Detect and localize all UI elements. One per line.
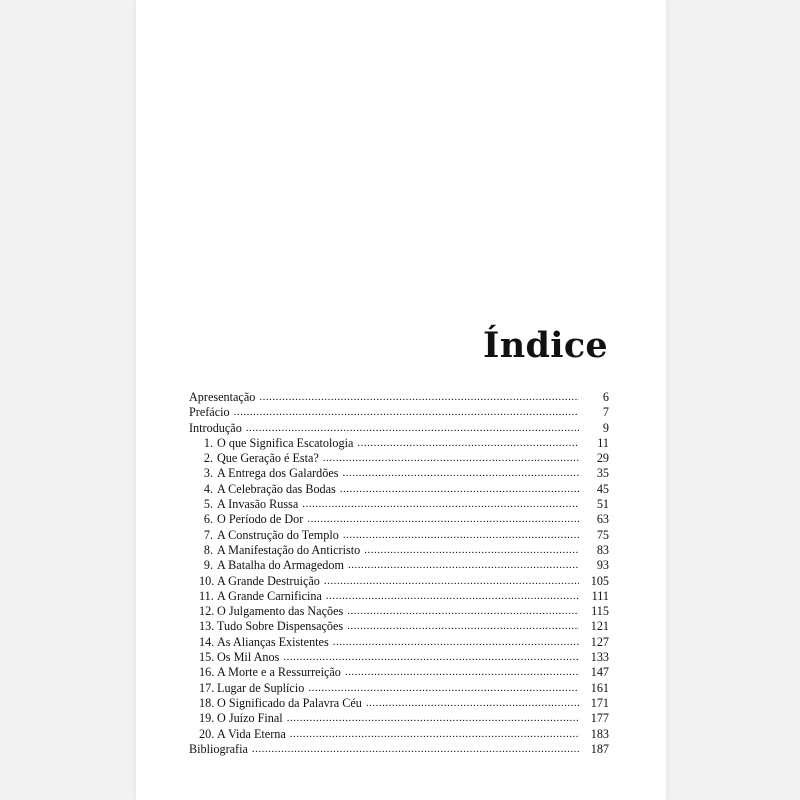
toc-entry-title: [189, 436, 353, 451]
table-of-contents: [189, 390, 609, 757]
toc-entry-number: 9.: [203, 558, 213, 573]
dot-leader: [259, 389, 579, 405]
toc-entry-number: 2.: [203, 451, 213, 466]
toc-entry: [189, 665, 609, 680]
toc-entry-title: [189, 497, 298, 512]
dot-leader: [366, 695, 579, 711]
toc-entry-text: A Construção do Templo: [217, 527, 339, 542]
toc-entry: [189, 619, 609, 634]
toc-entry-number: 20.: [199, 726, 215, 741]
toc-entry: [189, 482, 609, 497]
dot-leader: [302, 496, 579, 512]
dot-leader: [357, 435, 579, 451]
toc-entry-number: 1.: [203, 435, 213, 450]
toc-entry-number: 5.: [203, 497, 213, 512]
toc-entry-text: O Juízo Final: [217, 711, 283, 726]
toc-entry-number: 19.: [199, 711, 215, 726]
toc-entry-title: [189, 650, 279, 665]
toc-entry-title: [189, 451, 319, 466]
dot-leader: [343, 527, 579, 543]
dot-leader: [343, 465, 580, 481]
toc-entry-text: O que Significa Escatologia: [217, 435, 354, 450]
toc-entry-number: 14.: [199, 634, 215, 649]
toc-entry-number: 11.: [199, 588, 214, 603]
dot-leader: [252, 741, 579, 757]
toc-entry-text: A Invasão Russa: [217, 497, 299, 512]
toc-entry-text: O Período de Dor: [217, 512, 304, 527]
dot-leader: [326, 588, 579, 604]
toc-page-number: 93: [596, 558, 609, 573]
dot-leader: [364, 542, 579, 558]
dot-leader: [345, 664, 579, 680]
toc-entry: [189, 405, 609, 420]
toc-entry-text: Introdução: [189, 420, 242, 435]
toc-entry-number: 17.: [199, 680, 215, 695]
toc-entry-text: As Alianças Existentes: [217, 634, 329, 649]
toc-entry-number: 12.: [199, 604, 215, 619]
toc-entry: [189, 390, 609, 405]
toc-entry: [189, 497, 609, 512]
toc-entry: [189, 512, 609, 527]
toc-entry: [189, 436, 609, 451]
dot-leader: [333, 634, 579, 650]
toc-entry-title: [189, 466, 339, 481]
toc-entry: [189, 696, 609, 711]
toc-page-number: 83: [596, 542, 609, 557]
toc-entry: [189, 558, 609, 573]
page-title: Índice: [483, 325, 608, 366]
toc-page-number: 45: [596, 481, 609, 496]
toc-entry-text: Os Mil Anos: [217, 650, 280, 665]
toc-entry-title: [189, 589, 322, 604]
toc-entry-title: [189, 574, 320, 589]
toc-entry-title: [189, 635, 329, 650]
toc-entry-title: [189, 482, 336, 497]
toc-entry-text: Que Geração é Esta?: [217, 451, 319, 466]
toc-entry-text: A Grande Carnificina: [217, 588, 322, 603]
toc-page-number: 177: [590, 711, 609, 726]
dot-leader: [234, 404, 579, 420]
toc-entry-text: A Batalha do Armagedom: [217, 558, 344, 573]
toc-entry: [189, 650, 609, 665]
toc-page-number: 121: [590, 619, 609, 634]
toc-page-number: 115: [591, 604, 609, 619]
toc-entry-number: 10.: [199, 573, 215, 588]
toc-entry: [189, 451, 609, 466]
toc-entry-number: 8.: [203, 542, 213, 557]
toc-page-number: 187: [590, 741, 609, 756]
toc-entry-text: Apresentação: [189, 390, 256, 404]
dot-leader: [323, 450, 579, 466]
toc-page-number: 183: [590, 726, 609, 741]
toc-entry: [189, 711, 609, 726]
toc-entry-title: [189, 528, 339, 543]
toc-page-number: 35: [596, 466, 609, 481]
toc-entry-text: Bibliografia: [189, 741, 248, 756]
toc-entry-title: [189, 742, 248, 757]
toc-entry: [189, 742, 609, 757]
toc-entry-number: 16.: [199, 665, 215, 680]
toc-entry-text: Prefácio: [189, 405, 230, 420]
toc-page-number: 51: [596, 497, 609, 512]
toc-entry: [189, 574, 609, 589]
toc-page-number: 133: [590, 650, 609, 665]
toc-page-number: 105: [590, 573, 609, 588]
toc-entry-title: [189, 619, 343, 634]
dot-leader: [287, 710, 579, 726]
toc-page-number: 11: [597, 435, 609, 450]
toc-entry-text: A Entrega dos Galardões: [217, 466, 339, 481]
toc-entry-title: [189, 512, 303, 527]
toc-entry-number: 7.: [203, 527, 213, 542]
toc-entry: [189, 543, 609, 558]
toc-entry: [189, 589, 609, 604]
toc-page-number: 161: [590, 680, 609, 695]
dot-leader: [290, 726, 579, 742]
toc-entry-text: Tudo Sobre Dispensações: [217, 619, 344, 634]
dot-leader: [308, 680, 579, 696]
toc-page-number: 6: [602, 390, 609, 404]
toc-entry-number: 4.: [203, 481, 213, 496]
toc-entry-title: [189, 681, 304, 696]
toc-entry-number: 13.: [199, 619, 215, 634]
toc-page-number: 127: [590, 634, 609, 649]
toc-entry-title: [189, 604, 343, 619]
toc-entry-text: A Manifestação do Anticristo: [217, 542, 361, 557]
toc-entry-title: [189, 696, 362, 711]
toc-entry: [189, 604, 609, 619]
toc-entry-text: A Morte e a Ressurreição: [217, 665, 341, 680]
dot-leader: [340, 481, 579, 497]
toc-page-number: 9: [602, 420, 609, 435]
toc-entry-text: A Celebração das Bodas: [217, 481, 336, 496]
toc-entry-text: Lugar de Suplício: [217, 680, 305, 695]
toc-entry: [189, 727, 609, 742]
dot-leader: [348, 557, 579, 573]
toc-entry: [189, 635, 609, 650]
toc-entry: [189, 681, 609, 696]
toc-page-number: 171: [590, 695, 609, 710]
toc-page-number: 147: [590, 665, 609, 680]
toc-page-number: 63: [596, 512, 609, 527]
toc-page-number: 75: [596, 527, 609, 542]
toc-entry-title: [189, 421, 242, 436]
toc-entry-title: [189, 727, 286, 742]
toc-entry-title: [189, 390, 255, 405]
toc-entry-title: [189, 405, 230, 420]
toc-entry: [189, 528, 609, 543]
toc-entry-text: O Julgamento das Nações: [217, 604, 344, 619]
dot-leader: [307, 511, 579, 527]
dot-leader: [347, 603, 579, 619]
toc-entry-title: [189, 558, 344, 573]
toc-entry-title: [189, 665, 341, 680]
toc-entry-title: [189, 711, 283, 726]
toc-entry: [189, 466, 609, 481]
toc-entry: [189, 421, 609, 436]
toc-entry-text: A Grande Destruição: [217, 573, 320, 588]
toc-entry-text: A Vida Eterna: [217, 726, 286, 741]
toc-page-number: 7: [602, 405, 609, 420]
dot-leader: [347, 618, 579, 634]
toc-entry-number: 3.: [203, 466, 213, 481]
dot-leader: [246, 420, 579, 436]
toc-entry-title: [189, 543, 360, 558]
toc-page-number: 29: [596, 451, 609, 466]
toc-entry-number: 18.: [199, 695, 215, 710]
dot-leader: [283, 649, 579, 665]
book-page: [136, 0, 666, 800]
toc-page-number: 111: [591, 588, 609, 603]
dot-leader: [324, 573, 579, 589]
toc-entry-text: O Significado da Palavra Céu: [217, 695, 362, 710]
toc-entry-number: 15.: [199, 650, 215, 665]
toc-entry-number: 6.: [203, 512, 213, 527]
